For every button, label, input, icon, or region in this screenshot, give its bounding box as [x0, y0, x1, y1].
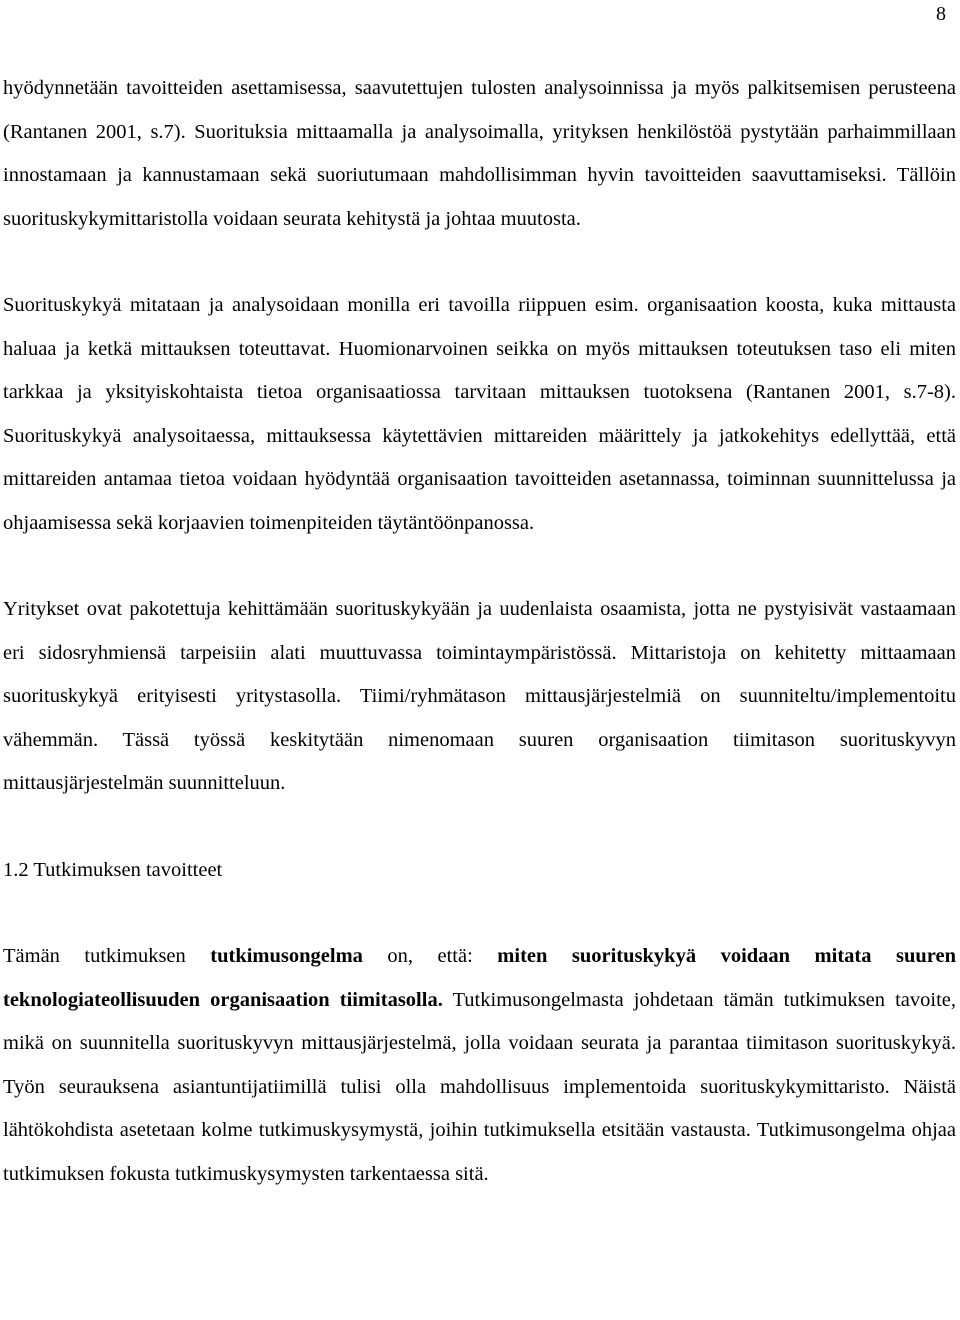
page-number: 8: [936, 3, 946, 25]
p4-bold-question: miten suorituskykyä voidaan mitata suuren teknologiateollisuuden organisaation tiimitasolla.: [3, 945, 956, 1011]
document-body: [3, 67, 956, 1196]
section-heading: 1.2 Tutkimuksen tavoitteet: [3, 858, 223, 881]
paragraph-4: [3, 935, 956, 1196]
paragraph-3: Yritykset ovat pakotettuja kehittämään suorituskykyään ja uudenlaista osaamista, jotta ne pystyisivät vastaamaan eri sidosryhmiensä tarpeisiin alati muuttuvassa toimintaympäristössä. Mittaristoja on kehitetty mittaamaan suorituskykyä erityisesti yritystasolla. Tiimi/ryhmätason mittausjärjestelmiä on suunniteltu/implementoitu vähemmän. Tässä työssä keskitytään nimenomaan suuren organisaation tiimitason suorituskyvyn mittausjärjestelmän suunnitteluun.: [3, 598, 956, 794]
p4-text-1: Tämän tutkimuksen: [3, 945, 211, 967]
p4-text-2: on, että:: [362, 945, 498, 967]
p4-text-3: Tutkimusongelmasta johdetaan tämän tutkimuksen tavoite, mikä on suunnitella suorituskyvyn mittausjärjestelmä, jolla voidaan seurata ja parantaa tiimitason suorituskykyä. Työn seurauksena asiantuntijatiimillä tulisi olla mahdollisuus implementoida suorituskykymittaristo. Näistä lähtökohdista asetetaan kolme tutkimuskysymystä, joihin tutkimuksella etsitään vastausta. Tutkimusongelma ohjaa tutkimuksen fokusta tutkimuskysymysten tarkentaessa sitä.: [3, 988, 956, 1185]
p4-bold-term: tutkimusongelma: [210, 945, 363, 967]
paragraph-2: Suorituskykyä mitataan ja analysoidaan monilla eri tavoilla riippuen esim. organisaation koosta, kuka mittausta haluaa ja ketkä mittauksen toteuttavat. Huomionarvoinen seikka on myös mittauksen toteutuksen taso eli miten tarkkaa ja yksityiskohtaista tietoa organisaatiossa tarvitaan mittauksen tuotoksena (Rantanen 2001, s.7-8). Suorituskykyä analysoitaessa, mittauksessa käytettävien mittareiden määrittely ja jatkokehitys edellyttää, että mittareiden antamaa tietoa voidaan hyödyntää organisaation tavoitteiden asetannassa, toiminnan suunnittelussa ja ohjaamisessa sekä korjaavien toimenpiteiden täytäntöönpanossa.: [3, 294, 956, 534]
paragraph-1: hyödynnetään tavoitteiden asettamisessa, saavutettujen tulosten analysoinnissa ja myös palkitsemisen perusteena (Rantanen 2001, s.7). Suorituksia mittaamalla ja analysoimalla, yrityksen henkilöstöä pystytään parhaimmillaan innostamaan ja kannustamaan sekä suoriutumaan mahdollisimman hyvin tavoitteiden saavuttamiseksi. Tällöin suorituskykymittaristolla voidaan seurata kehitystä ja johtaa muutosta.: [3, 77, 956, 230]
